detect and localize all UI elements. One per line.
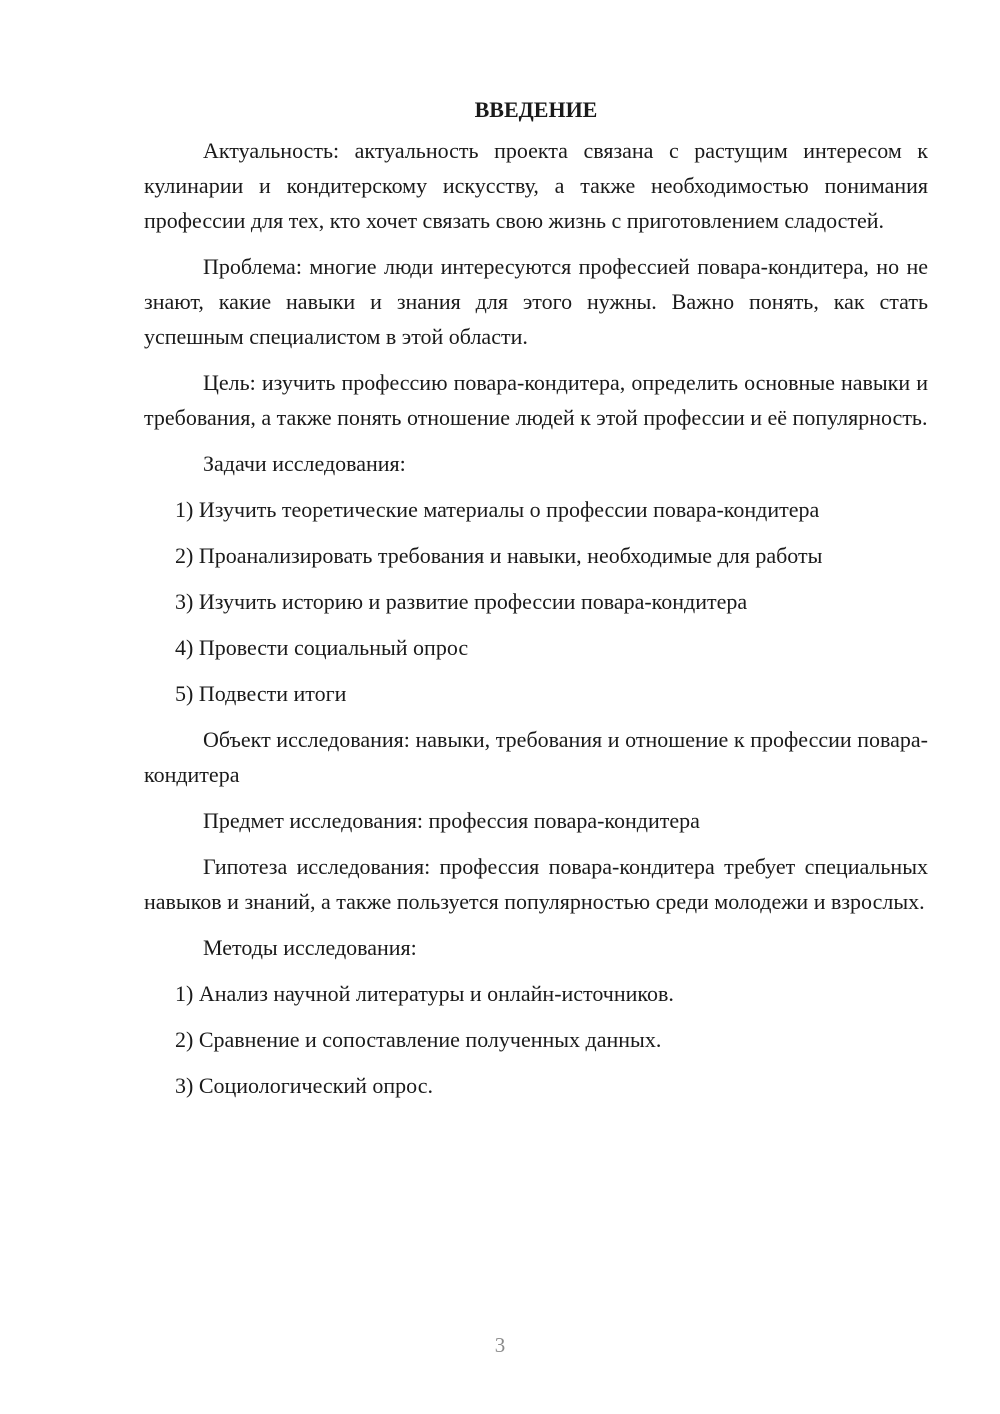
- method-item: 1) Анализ научной литературы и онлайн-источников.: [175, 981, 674, 1006]
- page-content: [144, 95, 928, 1114]
- goal-paragraph: Цель: изучить профессию повара-кондитера, определить основные навыки и требования, а также понять отношение людей к этой профессии и её популярность.: [144, 370, 928, 430]
- task-item: 1) Изучить теоретические материалы о профессии повара-кондитера: [175, 497, 820, 522]
- task-item: 5) Подвести итоги: [175, 681, 347, 706]
- task-item: 3) Изучить историю и развитие профессии повара-кондитера: [175, 589, 748, 614]
- method-item: 2) Сравнение и сопоставление полученных данных.: [175, 1027, 662, 1052]
- task-item: 4) Провести социальный опрос: [175, 635, 469, 660]
- hypothesis-paragraph: Гипотеза исследования: профессия повара-кондитера требует специальных навыков и знаний, а также пользуется популярностью среди молодежи и взрослых.: [144, 854, 928, 914]
- relevance-paragraph: Актуальность: актуальность проекта связана с растущим интересом к кулинарии и кондитерскому искусству, а также необходимостью понимания профессии для тех, кто хочет связать свою жизнь с приготовлением сладостей.: [144, 138, 928, 233]
- method-item: 3) Социологический опрос.: [175, 1073, 433, 1098]
- task-item: 2) Проанализировать требования и навыки, необходимые для работы: [175, 543, 823, 568]
- object-paragraph: Объект исследования: навыки, требования и отношение к профессии повара-кондитера: [144, 727, 928, 787]
- tasks-title: Задачи исследования:: [203, 451, 406, 476]
- tasks-list: [144, 492, 928, 711]
- subject-paragraph: Предмет исследования: профессия повара-кондитера: [203, 808, 700, 833]
- methods-title: Методы исследования:: [203, 935, 417, 960]
- methods-list: [144, 976, 928, 1103]
- section-heading: ВВЕДЕНИЕ: [474, 97, 598, 122]
- page-number: 3: [494, 1333, 506, 1357]
- problem-paragraph: Проблема: многие люди интересуются профессией повара-кондитера, но не знают, какие навыки и знания для этого нужны. Важно понять, как стать успешным специалистом в этой области.: [144, 254, 928, 349]
